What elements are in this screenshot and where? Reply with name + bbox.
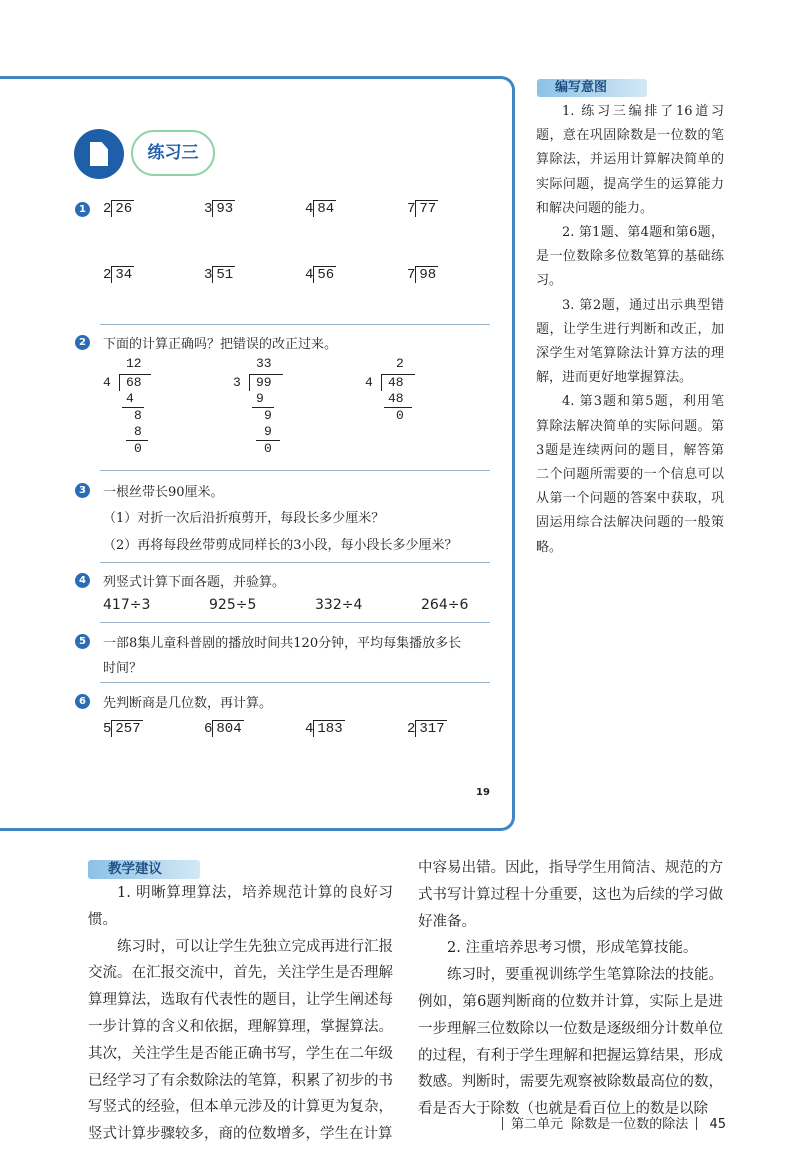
question-number: 4 [75,573,90,588]
expression: 925÷5 [209,597,257,613]
suggestion-paragraph: 2. 注重培养思考习惯，形成笔算技能。 [447,940,698,957]
sub-question: （2）再将每段丝带剪成同样长的3小段，每小段长多少厘米？ [103,538,458,553]
footer-page-number: 45 [709,1117,726,1132]
suggestion-paragraph: 练习时，可以让学生先独立完成再进行汇报交流。在汇报交流中，首先，关注学生是否理解算理算法，选取有代表性的题目，让学生阐述每一步计算的含义和依据，理解算理，掌握算法。其次，关注学生是否能正确书写，学生在二年级已经学习了有余数除法的笔算，积累了初步的书写竖式的经验，但本单元涉及的计算更为复杂，竖式计算步骤较多，商的位数增多，学生在计算 [88,938,393,1143]
division-problem: 7 77 [407,201,437,217]
question-number: 1 [75,202,90,217]
side-note-paragraph: 2. 第1题、第4题和第6题，是一位数除多位数笔算的基础练习。 [536,225,724,289]
question-number: 6 [75,694,90,709]
divider [100,470,490,471]
textbook-page [0,76,515,831]
divider [100,682,490,683]
division-problem: 4 84 [305,201,335,217]
expression: 264÷6 [421,597,469,613]
division-problem: 3 93 [204,201,234,217]
division-problem: 4 56 [305,267,335,283]
footer-unit: 第二单元 [511,1117,564,1132]
division-problem: 6 804 [204,721,242,737]
question-text: 列竖式计算下面各题，并验算。 [103,575,286,590]
question-text: 下面的计算正确吗？把错误的改正过来。 [103,337,338,352]
expression: 332÷4 [315,597,363,613]
question-text: 一部8集儿童科普剧的播放时间共120分钟，平均每集播放多长 [103,636,462,651]
division-problem: 3 51 [204,267,234,283]
textbook-page-number: 19 [476,787,490,798]
division-problem: 5 257 [103,721,141,737]
question-text: 先判断商是几位数，再计算。 [103,696,273,711]
exercise-badge [74,129,124,179]
document-icon [90,142,108,166]
expression: 417÷3 [103,597,151,613]
exercise-title: 练习三 [131,130,215,176]
question-number: 2 [75,335,90,350]
suggestion-paragraph: 1. 明晰算理算法，培养规范计算的良好习惯。 [88,885,393,928]
division-problem: 4 183 [305,721,343,737]
side-note-paragraph: 1. 练习三编排了16道习题，意在巩固除数是一位数的笔算除法，并运用计算解决简单的实际问题，提高学生的运算能力和解决问题的能力。 [536,104,724,216]
divider [100,324,490,325]
side-note-paragraph: 4. 第3题和第5题，利用笔算除法解决简单的实际问题。第3题是连续两问的题目，解答第二个问题所需要的一个信息可以从第一个问题的答案中获取，巩固运用综合法解决问题的一般策略。 [536,394,724,555]
sub-question: （1）对折一次后沿折痕剪开，每段长多少厘米？ [103,511,385,526]
division-problem: 2 26 [103,201,133,217]
page-footer [494,1113,726,1132]
question-text: 一根丝带长90厘米。 [103,485,224,500]
question-number: 3 [75,483,90,498]
suggestions-heading: 教学建议 [88,860,200,879]
division-problem: 7 98 [407,267,437,283]
footer-chapter: 除数是一位数的除法 [571,1117,689,1132]
suggestions-left-column [88,880,393,1148]
divider [100,622,490,623]
suggestion-paragraph: 练习时，要重视训练学生笔算除法的技能。例如，第6题判断商的位数并计算，实际上是进一步理解三位数除以一位数是逐级细分计数单位的过程，有利于学生理解和把握运算结果，形成数感。判断时，需要先观察被除数最高位的数，看是否大于除数（也就是看百位上的数是以除 [418,967,723,1118]
side-note-heading: 编写意图 [537,79,647,97]
suggestions-right-column [418,855,723,1123]
side-note [536,100,724,560]
divider [100,562,490,563]
suggestion-paragraph: 中容易出错。因此，指导学生用简洁、规范的方式书写计算过程十分重要，这也为后续的学习做好准备。 [418,860,723,930]
question-text: 时间？ [103,661,143,676]
division-problem: 2 34 [103,267,133,283]
division-problem: 2 317 [407,721,445,737]
question-number: 5 [75,634,90,649]
side-note-paragraph: 3. 第2题，通过出示典型错题，让学生进行判断和改正，加深学生对笔算除法计算方法的理解，进而更好地掌握算法。 [536,297,724,386]
